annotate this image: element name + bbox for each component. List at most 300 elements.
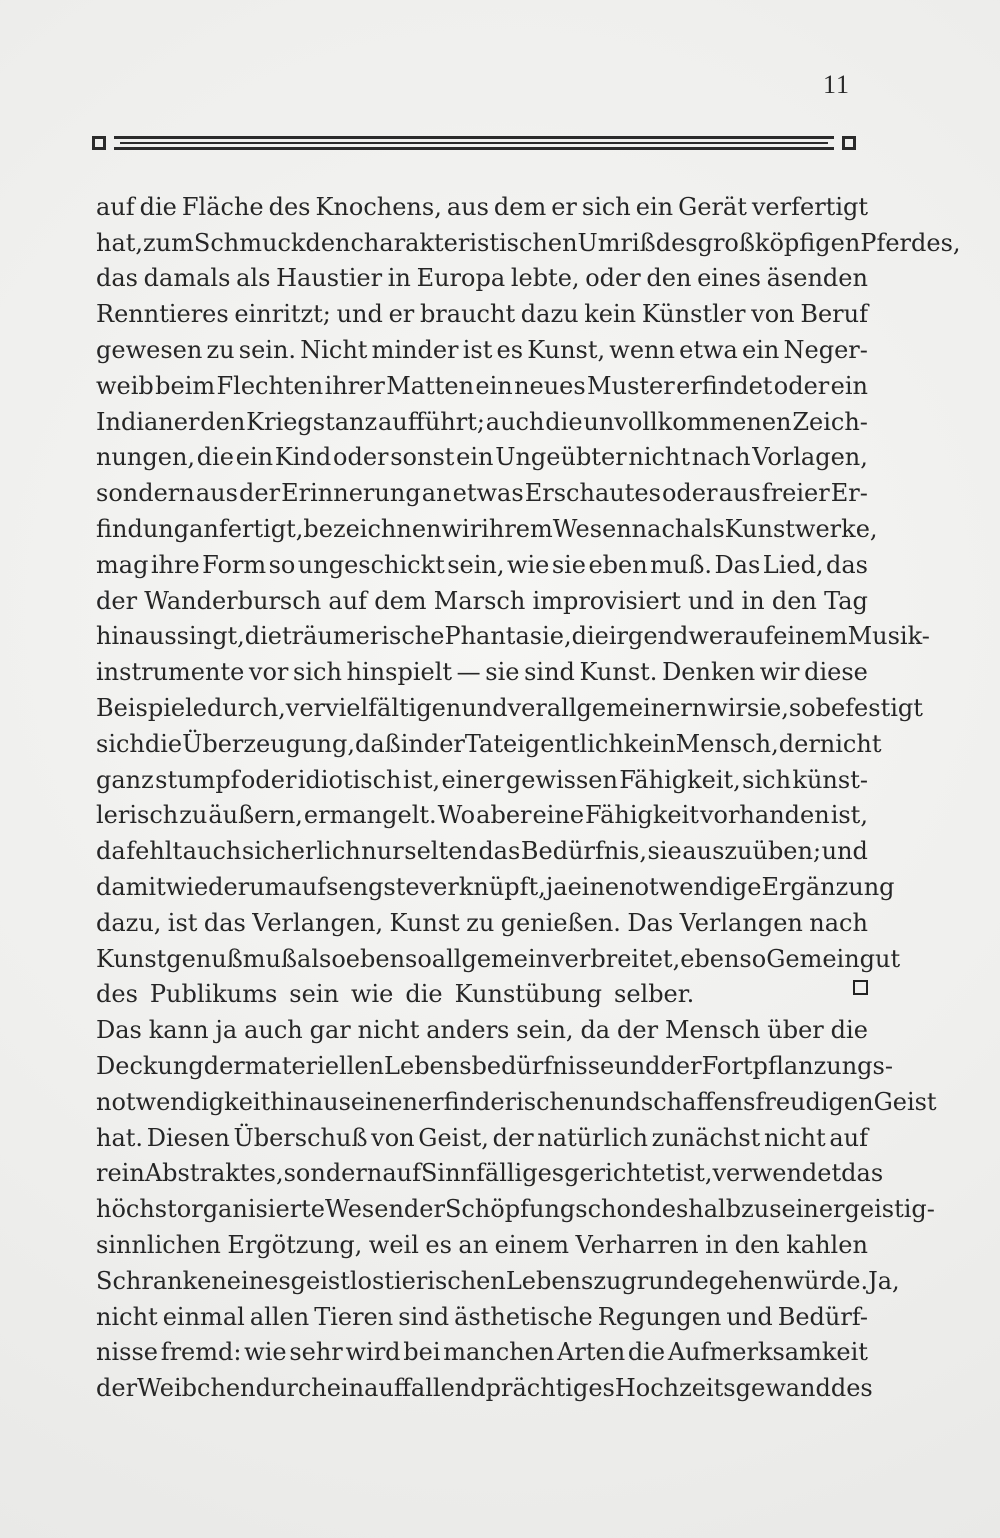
word: findung (96, 514, 190, 543)
text-line (96, 1117, 868, 1153)
text-line (96, 1296, 868, 1332)
word: Geist (873, 1087, 937, 1116)
word: sinnlichen (96, 1230, 221, 1259)
word: durch, (206, 693, 286, 722)
word: über (767, 1016, 824, 1045)
text-line (96, 329, 868, 365)
word: Weibchen (137, 1374, 256, 1403)
word: idiotisch (297, 765, 402, 794)
word: ein (742, 335, 780, 364)
word: ein (235, 443, 274, 472)
word: Tat (464, 729, 503, 758)
text-line (96, 186, 868, 222)
word: den (771, 586, 817, 615)
text-line (96, 472, 868, 508)
word: in (387, 264, 411, 293)
word: sind (524, 658, 575, 687)
text-line (96, 938, 901, 974)
word: manchen (443, 1338, 555, 1367)
word: allen (249, 1302, 310, 1331)
text-line (96, 974, 868, 1010)
word: sich (742, 765, 792, 794)
word: wie (506, 550, 550, 579)
word: Neger- (783, 335, 868, 364)
word: ein (830, 371, 868, 400)
word: Musik- (847, 622, 930, 651)
word: der (660, 1051, 702, 1080)
word: Verlangen (679, 908, 803, 937)
word: fremd: (160, 1338, 242, 1367)
word: Indianer (96, 407, 200, 436)
word: charakteristischen (350, 228, 578, 257)
word: Form (202, 550, 267, 579)
word: prächtiges (485, 1374, 615, 1403)
word: tierischen (384, 1266, 506, 1295)
word: Fähigkeit, (619, 765, 741, 794)
word: an (458, 1230, 489, 1259)
word: wie (350, 980, 394, 1009)
word: der (96, 586, 138, 615)
word: der (423, 729, 465, 758)
word: etwas (452, 479, 524, 508)
word: sein (289, 980, 339, 1009)
word: ja (545, 872, 568, 901)
word: Wesen (552, 514, 632, 543)
word: deshalb (646, 1195, 742, 1224)
word: sie (647, 837, 682, 866)
word: verknüpft, (419, 872, 546, 901)
word: Umriß (577, 228, 656, 257)
word: Schöpfung (444, 1195, 576, 1224)
word: lebte, (510, 264, 580, 293)
ornament-band (114, 136, 834, 150)
text-line (96, 1045, 893, 1081)
word: Bedürf- (777, 1302, 868, 1331)
word: Phantasie, (444, 622, 572, 651)
word: einem (773, 622, 848, 651)
word: Marsch (433, 586, 526, 615)
word: hat, (96, 228, 144, 257)
word: rein (96, 1159, 145, 1188)
word: genießen. (500, 908, 621, 937)
word: Wanderbursch (144, 586, 322, 615)
word: an (421, 479, 452, 508)
word: Wesen (325, 1195, 404, 1224)
word: es (425, 1230, 452, 1259)
word: minder (371, 335, 459, 364)
word: Aufmerksamkeit (667, 1338, 868, 1367)
word: ebenso (345, 944, 432, 973)
word: zu (741, 1195, 770, 1224)
word: einen (350, 1087, 418, 1116)
word: Das (627, 908, 674, 937)
word: freier (761, 479, 830, 508)
word: engste (338, 872, 420, 901)
word: nisse (96, 1338, 158, 1367)
text-line (96, 1009, 868, 1045)
word: nach (691, 443, 751, 472)
word: einer (441, 765, 505, 794)
word: stumpf (155, 765, 240, 794)
word: die (196, 443, 235, 472)
word: ist, (402, 765, 441, 794)
word: des (268, 192, 311, 221)
word: ein (326, 1374, 365, 1403)
text-line (96, 687, 923, 723)
word: kein (623, 729, 676, 758)
word: materiellen (244, 1051, 385, 1080)
word: so (788, 693, 816, 722)
text-line (96, 258, 868, 294)
word: Bedürfnis, (520, 837, 647, 866)
word: Mensch, (675, 729, 779, 758)
word: gar (309, 1016, 351, 1045)
word: lerisch (96, 801, 179, 830)
word: notwendigkeit (96, 1087, 271, 1116)
word: höchstorganisierte (96, 1195, 326, 1224)
word: vorhanden (699, 801, 830, 830)
word: Arten (557, 1338, 626, 1367)
text-line (96, 616, 930, 652)
word: wir (441, 514, 482, 543)
word: irgendwer (608, 622, 735, 651)
word: Mensch (664, 1016, 761, 1045)
word: dem (374, 586, 427, 615)
page-number: 11 (822, 70, 850, 99)
word: Kunst, (527, 335, 606, 364)
word: den (305, 228, 351, 257)
word: bei (403, 1338, 441, 1367)
word: ebenso (680, 944, 767, 973)
word: daß (354, 729, 401, 758)
word: aus (718, 479, 761, 508)
word: Überzeugung, (182, 729, 355, 758)
word: ihrer (324, 371, 385, 400)
word: und (614, 1051, 661, 1080)
word: ihre (150, 550, 200, 579)
word: der (203, 1051, 245, 1080)
word: braucht (419, 300, 516, 329)
word: Muster (587, 371, 675, 400)
word: Das (96, 1016, 142, 1045)
word: der (617, 1016, 659, 1045)
word: ästhetische (454, 1302, 593, 1331)
word: des (830, 1374, 873, 1403)
word: eine (567, 872, 620, 901)
word: sein, (447, 550, 505, 579)
word: Nicht (300, 335, 368, 364)
word: wir (759, 658, 800, 687)
word: in (400, 729, 424, 758)
word: ein (475, 371, 513, 400)
word: improvisiert (532, 586, 681, 615)
word: oder (773, 371, 830, 400)
text-line (96, 1081, 937, 1117)
word: Kunst (389, 908, 460, 937)
word: so (268, 550, 296, 579)
word: Beruf (800, 300, 868, 329)
word: auch (244, 1016, 303, 1045)
word: Er- (830, 479, 868, 508)
word: Schranken (96, 1266, 227, 1295)
word: einmal (162, 1302, 245, 1331)
word: hinspielt (346, 658, 453, 687)
word: sich (293, 658, 342, 687)
word: der (96, 1374, 138, 1403)
word: künst- (792, 765, 868, 794)
word: zunächst (651, 1123, 761, 1152)
word: da (580, 1016, 611, 1045)
word: Pferdes, (860, 228, 961, 257)
word: sie (551, 550, 587, 579)
word: der (492, 1123, 534, 1152)
word: sind (398, 1302, 450, 1331)
word: und (726, 1302, 773, 1331)
text-line (96, 1188, 935, 1224)
word: nach (631, 514, 691, 543)
word: Haustier (276, 264, 383, 293)
word: ist (462, 335, 493, 364)
word: geistlos (290, 1266, 385, 1295)
word: Erschautes (524, 479, 661, 508)
word: nicht (357, 1016, 420, 1045)
word: es (496, 335, 524, 364)
word: dem (493, 192, 547, 221)
word: kann (148, 1016, 209, 1045)
word: von (751, 300, 795, 329)
word: Erinnerung (281, 479, 421, 508)
word: sein, (516, 1016, 574, 1045)
word: aus (195, 479, 238, 508)
word: die (830, 1016, 868, 1045)
word: Diesen (146, 1123, 230, 1152)
word: allgemein (431, 944, 552, 973)
word: Überschuß (233, 1123, 368, 1152)
word: zu (206, 335, 235, 364)
word: eben (588, 550, 648, 579)
word: in (705, 1230, 729, 1259)
word: weil (368, 1230, 419, 1259)
word: verallgemeinern (507, 693, 708, 722)
word: auch (182, 837, 242, 866)
word: und (821, 837, 868, 866)
word: eine (532, 801, 585, 830)
word: das (203, 908, 246, 937)
word: nicht (763, 1123, 826, 1152)
word: wenn (609, 335, 675, 364)
header-ornament-rule (92, 131, 856, 157)
word: auf (328, 586, 368, 615)
word: ist, (675, 1159, 713, 1188)
word: Regungen (597, 1302, 722, 1331)
word: oder (661, 479, 718, 508)
text-line (96, 580, 868, 616)
text-line (96, 365, 868, 401)
word: sein. (238, 335, 297, 364)
word: sehr (289, 1338, 343, 1367)
word: damals (143, 264, 231, 293)
word: sie, (747, 693, 789, 722)
word: Denken (662, 658, 756, 687)
word: auf (734, 622, 774, 651)
word: Kriegstanz (246, 407, 378, 436)
text-line (96, 1367, 873, 1403)
word: Tag (824, 586, 868, 615)
word: gerichtet (564, 1159, 676, 1188)
word: oder (333, 443, 389, 472)
word: Fähigkeit (585, 801, 699, 830)
word: und (688, 586, 735, 615)
word: einritzt; (234, 300, 331, 329)
text-line (96, 401, 868, 437)
word: etwa (679, 335, 738, 364)
word: ungeschickt (297, 550, 445, 579)
word: Wo (437, 801, 476, 830)
word: aus (446, 192, 489, 221)
word: eigentlich (502, 729, 624, 758)
word: Knochens, (315, 192, 442, 221)
word: Schmuck (193, 228, 306, 257)
word: muß (242, 944, 298, 973)
word: dazu (520, 300, 579, 329)
text-line (96, 1260, 900, 1296)
word: Matten (386, 371, 475, 400)
word: Europa (416, 264, 506, 293)
word: wiederum (165, 872, 288, 901)
word: eines (697, 264, 761, 293)
word: anfertigt, (189, 514, 304, 543)
word: Verharren (575, 1230, 699, 1259)
text-line (96, 902, 868, 938)
word: oder (585, 264, 641, 293)
word: wir (707, 693, 748, 722)
word: Ungeübter (495, 443, 627, 472)
text-line (96, 651, 868, 687)
word: den (734, 1230, 780, 1259)
word: damit (96, 872, 166, 901)
word: den (200, 407, 246, 436)
word: als (690, 514, 725, 543)
word: Beispiele (96, 693, 207, 722)
word: Ergänzung (761, 872, 895, 901)
word: ein (635, 192, 674, 221)
word: aufführt; (378, 407, 485, 436)
word: verbreitet, (551, 944, 681, 973)
word: das (841, 1159, 884, 1188)
word: neues (514, 371, 586, 400)
word: fehlt (126, 837, 183, 866)
word: der (403, 1195, 445, 1224)
word: da (96, 837, 126, 866)
word: würde. (783, 1266, 869, 1295)
word: beim (155, 371, 216, 400)
word: aber (476, 801, 532, 830)
word: und (594, 1087, 641, 1116)
word: Künstler (641, 300, 746, 329)
word: wird (345, 1338, 401, 1367)
word: ein (456, 443, 494, 472)
word: großköpfigen (697, 228, 861, 257)
word: in (741, 586, 765, 615)
word: schaffensfreudigen (640, 1087, 874, 1116)
word: auszuüben; (682, 837, 822, 866)
word: und (461, 693, 508, 722)
word: nungen, (96, 443, 196, 472)
word: nur (361, 837, 404, 866)
text-line (96, 795, 868, 831)
word: — (456, 658, 481, 687)
word: zum (143, 228, 194, 257)
word: Kunstwerke, (724, 514, 878, 543)
word: als (236, 264, 271, 293)
word: hinaussingt, (96, 622, 245, 651)
word: Lebensbedürfnisse (384, 1051, 615, 1080)
word: zugrunde (593, 1266, 709, 1295)
word: auf (96, 192, 135, 221)
text-line (96, 222, 961, 258)
word: verfertigt (751, 192, 868, 221)
word: Ergötzung, (227, 1230, 363, 1259)
body-text (96, 186, 961, 1403)
word: zu (466, 908, 495, 937)
word: nicht (628, 443, 691, 472)
word: die (139, 192, 177, 221)
word: des (96, 980, 138, 1009)
word: seiner (769, 1195, 845, 1224)
word: sondern (96, 479, 195, 508)
word: hat. (96, 1123, 144, 1152)
word: Abstraktes, (144, 1159, 284, 1188)
word: dazu, (96, 908, 162, 937)
word: kahlen (786, 1230, 868, 1259)
word: kein (584, 300, 637, 329)
word: äsenden (766, 264, 868, 293)
word: verwendet (712, 1159, 842, 1188)
word: Hochzeitsgewand (614, 1374, 831, 1403)
word: die (244, 622, 283, 651)
word: gewesen (96, 335, 203, 364)
word: ganz (96, 765, 154, 794)
word: ja (215, 1016, 238, 1045)
ornament-square-right (842, 136, 856, 150)
word: muß. (650, 550, 712, 579)
word: aufs (287, 872, 339, 901)
word: Fläche (181, 192, 264, 221)
word: instrumente (96, 658, 245, 687)
word: auch (485, 407, 545, 436)
word: ist (167, 908, 198, 937)
word: Lied, (762, 550, 824, 579)
word: träumerische (282, 622, 445, 651)
text-line (96, 1332, 868, 1368)
word: selber. (614, 980, 695, 1009)
word: Renntieres (96, 300, 229, 329)
word: Publikums (149, 980, 278, 1009)
text-line (96, 293, 868, 329)
word: Das (714, 550, 761, 579)
word: die (545, 407, 583, 436)
text-line (96, 759, 868, 795)
word: den (646, 264, 692, 293)
word: selten (404, 837, 478, 866)
word: natürlich (537, 1123, 648, 1152)
word: die (571, 622, 609, 651)
word: bezeichnen (303, 514, 442, 543)
word: Gerät (678, 192, 747, 221)
word: Verlangen, (252, 908, 384, 937)
word: Fortpflanzungs- (701, 1051, 893, 1080)
word: schon (575, 1195, 647, 1224)
